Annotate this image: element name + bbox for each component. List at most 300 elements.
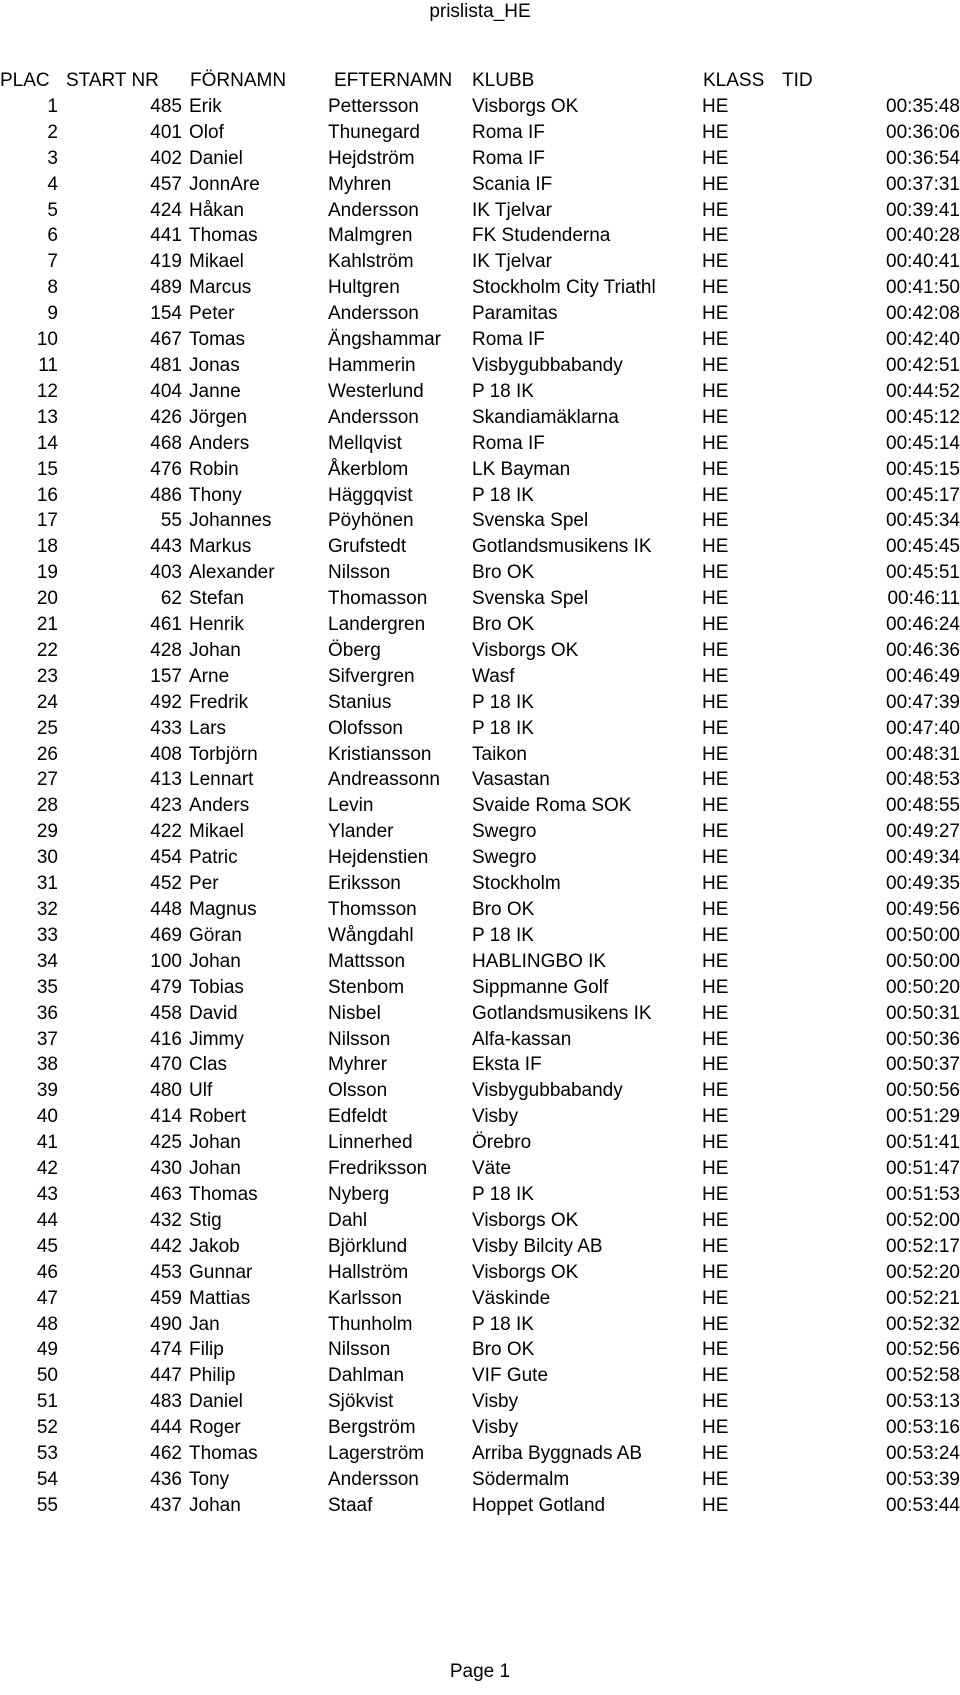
cell-start-nr: 447 [150,1365,182,1387]
table-row [0,1415,960,1441]
cell-tid: 00:50:00 [886,950,960,972]
cell-plac: 26 [36,743,58,765]
cell-fornamn: Johan [189,1494,241,1516]
cell-fornamn: Filip [189,1339,224,1361]
cell-klass: HE [702,1313,729,1335]
cell-efternamn: Westerlund [328,380,424,402]
cell-plac: 55 [36,1494,58,1516]
table-row [0,120,960,146]
cell-klubb: Södermalm [472,1468,570,1490]
cell-klubb: Visbygubbabandy [472,354,623,376]
cell-klass: HE [702,1132,729,1154]
table-row [0,249,960,275]
table-row [0,534,960,560]
cell-plac: 18 [36,536,58,558]
cell-plac: 44 [36,1209,58,1231]
cell-efternamn: Björklund [328,1235,408,1257]
cell-fornamn: Clas [189,1054,228,1076]
cell-fornamn: Robin [189,458,239,480]
cell-klubb: Gotlandsmusikens IK [472,536,652,558]
cell-efternamn: Kristiansson [328,743,432,765]
cell-efternamn: Nisbel [328,1002,381,1024]
cell-start-nr: 414 [150,1106,182,1128]
cell-fornamn: JonnAre [189,173,260,195]
header-klass: KLASS [703,70,765,91]
cell-tid: 00:36:06 [886,121,960,143]
cell-plac: 43 [36,1183,58,1205]
table-row [0,1312,960,1338]
cell-start-nr: 422 [150,821,182,843]
cell-start-nr: 452 [150,873,182,895]
table-row [0,483,960,509]
cell-klubb: Arriba Byggnads AB [472,1443,643,1465]
cell-efternamn: Bergström [328,1417,416,1439]
table-row [0,949,960,975]
cell-plac: 47 [36,1287,58,1309]
table-row [0,638,960,664]
cell-fornamn: Håkan [189,199,244,221]
cell-start-nr: 458 [150,1002,182,1024]
cell-klubb: Svenska Spel [472,588,589,610]
cell-efternamn: Andersson [328,406,419,428]
table-row [0,1441,960,1467]
cell-start-nr: 481 [150,354,182,376]
cell-klubb: Wasf [472,665,515,687]
table-row [0,871,960,897]
cell-fornamn: Daniel [189,147,243,169]
cell-klass: HE [702,795,729,817]
cell-klubb: Visbygubbabandy [472,1080,623,1102]
cell-tid: 00:51:53 [886,1183,960,1205]
cell-tid: 00:39:41 [886,199,960,221]
cell-tid: 00:53:44 [886,1494,960,1516]
cell-klass: HE [702,1339,729,1361]
cell-efternamn: Nilsson [328,562,391,584]
cell-plac: 33 [36,924,58,946]
cell-fornamn: Markus [189,536,252,558]
cell-tid: 00:47:40 [886,717,960,739]
cell-start-nr: 448 [150,899,182,920]
cell-klubb: Roma IF [472,432,545,454]
cell-klass: HE [702,510,729,532]
cell-klubb: Scania IF [472,173,553,195]
cell-fornamn: Johan [189,1132,241,1154]
cell-klass: HE [702,899,729,920]
cell-klubb: Visborgs OK [472,95,579,117]
cell-start-nr: 437 [150,1494,182,1516]
cell-klass: HE [702,1002,729,1024]
cell-fornamn: Thomas [189,225,258,247]
cell-tid: 00:50:31 [886,1002,960,1024]
cell-fornamn: Erik [189,95,222,117]
cell-start-nr: 461 [150,614,182,636]
cell-klass: HE [702,484,729,506]
cell-efternamn: Olsson [328,1080,388,1102]
table-row [0,379,960,405]
cell-fornamn: Henrik [189,614,244,636]
cell-start-nr: 428 [150,639,182,661]
cell-start-nr: 55 [160,510,182,532]
cell-plac: 51 [36,1391,58,1413]
cell-klass: HE [702,1443,729,1465]
cell-klass: HE [702,95,729,117]
cell-fornamn: Mikael [189,251,244,273]
cell-efternamn: Öberg [328,639,381,661]
cell-efternamn: Kahlström [328,251,414,273]
cell-klass: HE [702,1391,729,1413]
cell-klass: HE [702,406,729,428]
cell-klass: HE [702,1158,729,1180]
cell-klubb: Skandiamäklarna [472,406,619,428]
cell-klubb: Visborgs OK [472,1261,579,1283]
cell-klubb: Roma IF [472,147,545,169]
cell-start-nr: 408 [150,743,182,765]
cell-start-nr: 100 [150,950,182,972]
cell-efternamn: Levin [328,795,374,817]
cell-klubb: Bro OK [472,899,535,920]
cell-start-nr: 453 [150,1261,182,1283]
cell-plac: 20 [36,588,58,610]
cell-tid: 00:36:54 [886,147,960,169]
cell-plac: 50 [36,1365,58,1387]
results-body [0,94,960,1519]
cell-plac: 37 [36,1028,58,1050]
cell-plac: 25 [36,717,58,739]
table-row [0,198,960,224]
cell-plac: 19 [36,562,58,584]
cell-tid: 00:49:56 [886,899,960,920]
cell-tid: 00:45:15 [886,458,960,480]
cell-klubb: Visborgs OK [472,639,579,661]
cell-tid: 00:47:39 [886,691,960,713]
cell-plac: 38 [36,1054,58,1076]
table-row [0,172,960,198]
cell-start-nr: 157 [150,665,182,687]
table-row [0,223,960,249]
cell-efternamn: Myhren [328,173,392,195]
cell-tid: 00:53:39 [886,1468,960,1490]
cell-klubb: Stockholm [472,873,561,895]
cell-plac: 41 [36,1132,58,1154]
cell-tid: 00:45:51 [886,562,960,584]
cell-klass: HE [702,743,729,765]
table-row [0,586,960,612]
cell-start-nr: 413 [150,769,182,791]
cell-klass: HE [702,329,729,351]
cell-efternamn: Fredriksson [328,1158,428,1180]
cell-start-nr: 457 [150,173,182,195]
cell-efternamn: Sifvergren [328,665,415,687]
table-row [0,1156,960,1182]
cell-klubb: Alfa-kassan [472,1028,572,1050]
cell-klass: HE [702,1365,729,1387]
cell-start-nr: 468 [150,432,182,454]
cell-start-nr: 459 [150,1287,182,1309]
cell-plac: 9 [47,303,58,325]
cell-efternamn: Andreassonn [328,769,440,791]
cell-tid: 00:48:31 [886,743,960,765]
cell-klubb: Sippmanne Golf [472,976,609,998]
cell-klubb: IK Tjelvar [472,251,552,273]
cell-klubb: Roma IF [472,121,545,143]
cell-efternamn: Hallström [328,1261,409,1283]
cell-plac: 52 [36,1417,58,1439]
cell-tid: 00:48:53 [886,769,960,791]
cell-start-nr: 443 [150,536,182,558]
cell-tid: 00:40:41 [886,251,960,273]
cell-start-nr: 470 [150,1054,182,1076]
cell-plac: 30 [36,847,58,869]
cell-efternamn: Landergren [328,614,426,636]
cell-start-nr: 442 [150,1235,182,1257]
cell-start-nr: 402 [150,147,182,169]
cell-plac: 53 [36,1443,58,1465]
cell-klass: HE [702,1028,729,1050]
cell-efternamn: Malmgren [328,225,413,247]
cell-plac: 34 [36,950,58,972]
table-row [0,560,960,586]
cell-plac: 49 [36,1339,58,1361]
cell-fornamn: Thony [189,484,242,506]
cell-klubb: Swegro [472,847,537,869]
cell-klass: HE [702,691,729,713]
cell-plac: 32 [36,899,58,920]
cell-fornamn: Mattias [189,1287,251,1309]
cell-start-nr: 403 [150,562,182,584]
cell-efternamn: Andersson [328,199,419,221]
cell-efternamn: Pettersson [328,95,419,117]
cell-fornamn: Arne [189,665,230,687]
cell-start-nr: 426 [150,406,182,428]
cell-klubb: Visborgs OK [472,1209,579,1231]
cell-start-nr: 454 [150,847,182,869]
cell-efternamn: Hejdenstien [328,847,429,869]
header-klubb: KLUBB [472,70,535,91]
cell-klass: HE [702,1417,729,1439]
cell-efternamn: Thunegard [328,121,420,143]
cell-klubb: IK Tjelvar [472,199,552,221]
table-row [0,301,960,327]
cell-plac: 1 [47,95,58,117]
cell-klubb: Paramitas [472,303,558,325]
cell-fornamn: Roger [189,1417,241,1439]
cell-start-nr: 432 [150,1209,182,1231]
cell-efternamn: Dahl [328,1209,368,1231]
table-row [0,1286,960,1312]
table-row [0,1260,960,1286]
cell-plac: 17 [36,510,58,532]
cell-efternamn: Hejdström [328,147,415,169]
table-row [0,1337,960,1363]
table-row [0,1001,960,1027]
cell-klubb: Stockholm City Triathl [472,277,656,299]
cell-fornamn: Magnus [189,899,257,920]
cell-start-nr: 436 [150,1468,182,1490]
cell-start-nr: 485 [150,95,182,117]
cell-klubb: Vasastan [472,769,550,791]
cell-efternamn: Nilsson [328,1028,391,1050]
cell-tid: 00:40:28 [886,225,960,247]
cell-klass: HE [702,1494,729,1516]
cell-klubb: Visby [472,1391,519,1413]
cell-tid: 00:50:00 [886,924,960,946]
header-fornamn: FÖRNAMN [190,70,287,91]
cell-start-nr: 441 [150,225,182,247]
table-row [0,690,960,716]
cell-tid: 00:53:13 [886,1391,960,1413]
cell-klubb: P 18 IK [472,717,534,739]
cell-fornamn: Peter [189,303,235,325]
cell-efternamn: Åkerblom [328,458,409,480]
cell-fornamn: Robert [189,1106,247,1128]
cell-klubb: Hoppet Gotland [472,1494,606,1516]
cell-fornamn: Jakob [189,1235,240,1257]
table-row [0,146,960,172]
cell-klubb: LK Bayman [472,458,571,480]
cell-efternamn: Stenbom [328,976,405,998]
table-row [0,1104,960,1130]
cell-plac: 5 [47,199,58,221]
cell-tid: 00:51:29 [886,1106,960,1128]
cell-start-nr: 469 [150,924,182,946]
table-row [0,1052,960,1078]
cell-start-nr: 404 [150,380,182,402]
cell-tid: 00:49:35 [886,873,960,895]
cell-fornamn: Tomas [189,329,245,351]
cell-efternamn: Wångdahl [328,924,414,946]
cell-start-nr: 62 [160,588,182,610]
cell-plac: 12 [36,380,58,402]
cell-plac: 23 [36,665,58,687]
cell-fornamn: Tony [189,1468,230,1490]
cell-efternamn: Andersson [328,1468,419,1490]
cell-klass: HE [702,173,729,195]
cell-plac: 31 [36,873,58,895]
cell-tid: 00:52:21 [886,1287,960,1309]
table-row [0,845,960,871]
cell-fornamn: Johannes [189,510,272,532]
cell-plac: 13 [36,406,58,428]
cell-start-nr: 462 [150,1443,182,1465]
cell-tid: 00:35:48 [886,95,960,117]
cell-fornamn: Göran [189,924,242,946]
cell-start-nr: 480 [150,1080,182,1102]
cell-klass: HE [702,225,729,247]
cell-plac: 28 [36,795,58,817]
header-efternamn: EFTERNAMN [334,70,453,91]
cell-plac: 11 [38,354,58,376]
cell-plac: 39 [36,1080,58,1102]
cell-plac: 2 [47,121,58,143]
cell-start-nr: 401 [150,121,182,143]
cell-klubb: VIF Gute [472,1365,549,1387]
cell-fornamn: Johan [189,1158,241,1180]
cell-plac: 35 [36,976,58,998]
cell-start-nr: 154 [150,303,182,325]
table-row [0,923,960,949]
table-row [0,94,960,120]
cell-efternamn: Mellqvist [328,432,402,454]
cell-tid: 00:45:45 [886,536,960,558]
cell-start-nr: 424 [150,199,182,221]
cell-klass: HE [702,769,729,791]
table-row [0,742,960,768]
cell-klass: HE [702,1080,729,1102]
cell-klass: HE [702,924,729,946]
cell-efternamn: Stanius [328,691,392,713]
cell-klass: HE [702,251,729,273]
cell-klubb: Svaide Roma SOK [472,795,632,817]
cell-klass: HE [702,821,729,843]
cell-tid: 00:50:56 [886,1080,960,1102]
cell-start-nr: 490 [150,1313,182,1335]
cell-fornamn: Lennart [189,769,254,791]
cell-plac: 24 [36,691,58,713]
cell-tid: 00:46:11 [887,588,960,610]
cell-fornamn: Johan [189,950,241,972]
cell-plac: 10 [36,329,58,351]
cell-klubb: Väskinde [472,1287,551,1309]
cell-start-nr: 423 [150,795,182,817]
cell-tid: 00:49:34 [886,847,960,869]
cell-start-nr: 444 [150,1417,182,1439]
cell-plac: 22 [36,639,58,661]
cell-klubb: Roma IF [472,329,545,351]
cell-klass: HE [702,717,729,739]
cell-plac: 54 [36,1468,58,1490]
cell-tid: 00:42:40 [886,329,960,351]
cell-klass: HE [702,1287,729,1309]
table-row [0,1234,960,1260]
cell-tid: 00:49:27 [886,821,960,843]
cell-tid: 00:45:14 [886,432,960,454]
cell-klubb: Visby [472,1417,519,1439]
cell-fornamn: Thomas [189,1443,258,1465]
cell-start-nr: 463 [150,1183,182,1205]
cell-fornamn: Stefan [189,588,244,610]
cell-klubb: Svenska Spel [472,510,589,532]
cell-efternamn: Olofsson [328,717,403,739]
cell-fornamn: Olof [189,121,224,143]
cell-fornamn: Lars [189,717,226,739]
cell-klass: HE [702,1054,729,1076]
cell-fornamn: Janne [189,380,241,402]
cell-tid: 00:50:36 [886,1028,960,1050]
cell-plac: 27 [36,769,58,791]
cell-fornamn: Per [189,873,219,895]
cell-tid: 00:42:08 [886,303,960,325]
table-row [0,1363,960,1389]
cell-fornamn: Fredrik [189,691,249,713]
cell-fornamn: Marcus [189,277,252,299]
cell-klubb: Swegro [472,821,537,843]
cell-start-nr: 476 [150,458,182,480]
cell-klubb: Eksta IF [472,1054,542,1076]
cell-tid: 00:53:24 [886,1443,960,1465]
table-row [0,1467,960,1493]
cell-fornamn: David [189,1002,238,1024]
cell-start-nr: 425 [150,1132,182,1154]
cell-efternamn: Thomasson [328,588,428,610]
cell-klass: HE [702,1183,729,1205]
cell-tid: 00:52:32 [886,1313,960,1335]
cell-efternamn: Hultgren [328,277,400,299]
cell-tid: 00:46:36 [886,639,960,661]
cell-plac: 42 [36,1158,58,1180]
cell-tid: 00:52:20 [886,1261,960,1283]
table-row [0,1130,960,1156]
page-footer: Page 1 [449,1661,511,1682]
